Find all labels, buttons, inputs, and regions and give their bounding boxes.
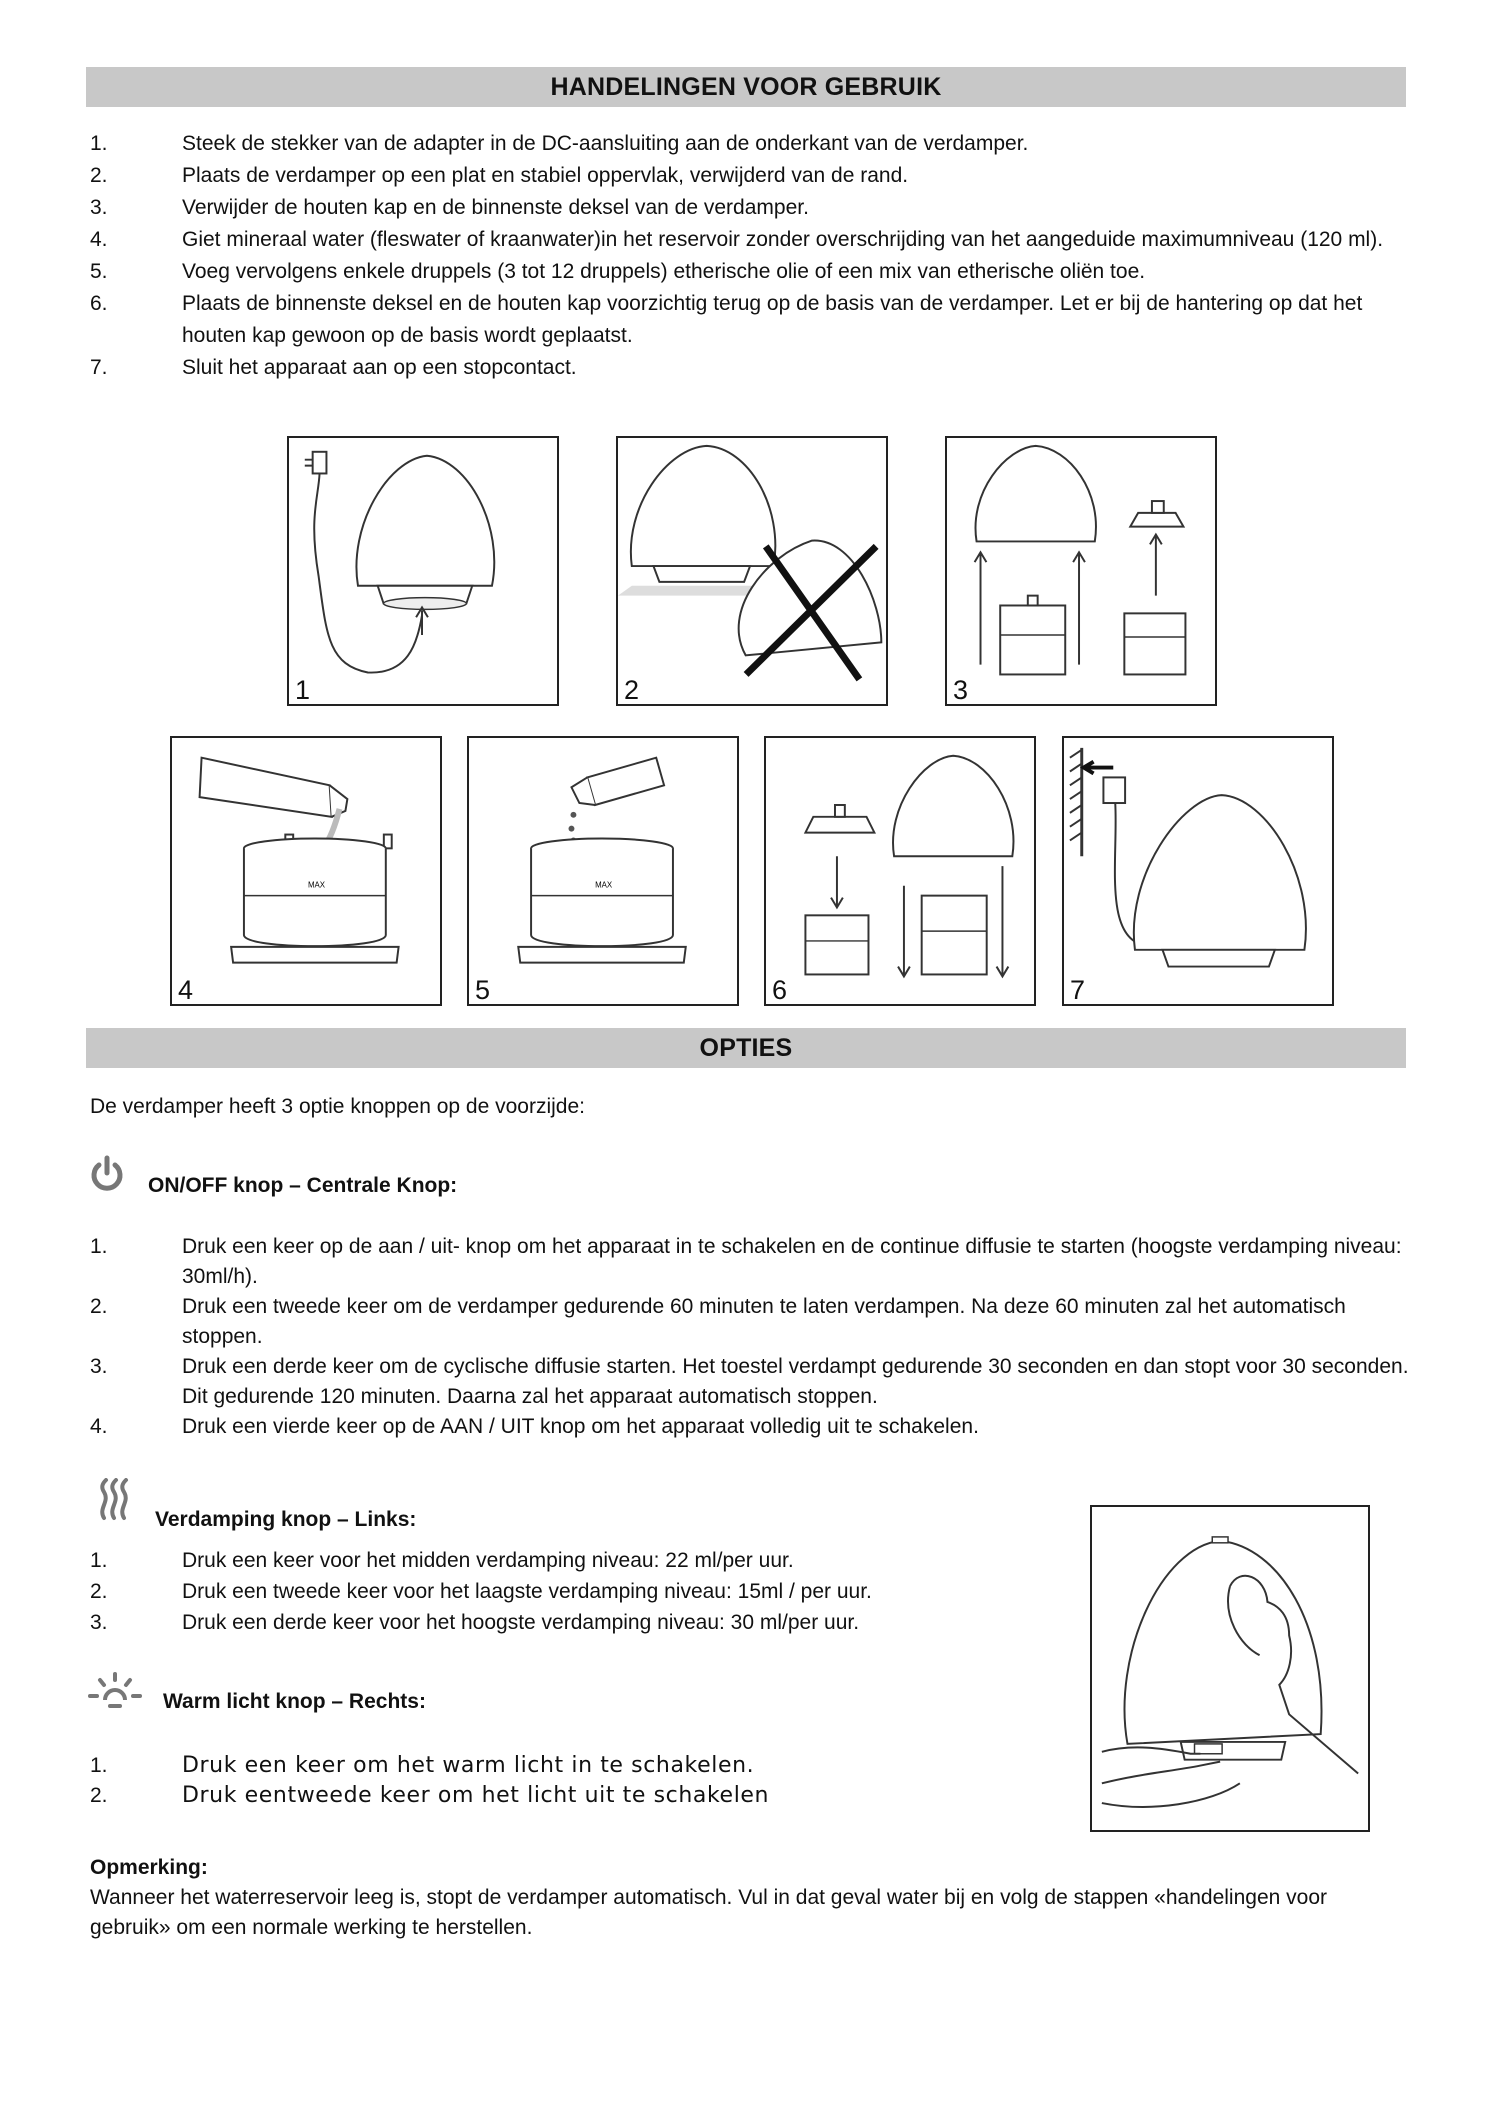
pouring-water-illustration bbox=[172, 738, 440, 1004]
figure-5-add-oil bbox=[467, 736, 739, 1006]
verdamping-steps-list bbox=[90, 1545, 1090, 1638]
list-item: 6. Plaats de binnenste deksel en de houten kap voorzichtig terug op de basis van de verdamper. Let er bij de hantering op dat het houten kap gewoon op de basis wordt geplaatst. bbox=[90, 292, 1363, 347]
usage-steps-list bbox=[90, 128, 1410, 384]
options-intro: De verdamper heeft 3 optie knoppen op de voorzijde: bbox=[90, 1095, 585, 1118]
section-title-opties: OPTIES bbox=[86, 1028, 1406, 1068]
figure-2-flat-surface bbox=[616, 436, 888, 706]
list-item: 1. Druk een keer op de aan / uit- knop om het apparaat in te schakelen en de continue diffusie te starten (hoogste verdamping niveau: 30ml/h). bbox=[90, 1235, 1402, 1288]
list-item: 3. Verwijder de houten kap en de binnenste deksel van de verdamper. bbox=[90, 196, 809, 219]
reassembly-illustration bbox=[766, 738, 1034, 1004]
list-item: 7. Sluit het apparaat aan op een stopcontact. bbox=[90, 356, 577, 379]
figure-number: 2 bbox=[624, 675, 640, 705]
note-heading: Opmerking: bbox=[90, 1856, 208, 1879]
plugged-in-diffuser-illustration bbox=[1064, 738, 1332, 1004]
list-item: 4. Giet mineraal water (fleswater of kraanwater)in het reservoir zonder overschrijding van het aangeduide maximumniveau (120 ml). bbox=[90, 228, 1384, 251]
list-item: 1. Druk een keer om het warm licht in te schakelen. bbox=[90, 1753, 755, 1778]
list-item: 5. Voeg vervolgens enkele druppels (3 tot 12 druppels) etherische olie of een mix van etherische oliën toe. bbox=[90, 260, 1146, 283]
figure-7-plug-in bbox=[1062, 736, 1334, 1006]
power-icon bbox=[88, 1155, 126, 1193]
figure-hand-pressing-button bbox=[1090, 1505, 1370, 1832]
list-item: 2. Druk een tweede keer voor het laagste verdamping niveau: 15ml / per uur. bbox=[90, 1580, 872, 1603]
figure-number: 5 bbox=[475, 975, 491, 1005]
onoff-steps-list bbox=[90, 1232, 1410, 1442]
onoff-heading: ON/OFF knop – Centrale Knop: bbox=[148, 1174, 458, 1197]
list-item: 3. Druk een derde keer om de cyclische diffusie starten. Het toestel verdampt gedurende 30 seconden en dan stopt voor 30 seconden. Dit gedurende 120 minuten. Daarna zal het apparaat automatisch stoppen. bbox=[90, 1355, 1409, 1408]
list-item: 3. Druk een derde keer voor het hoogste verdamping niveau: 30 ml/per uur. bbox=[90, 1611, 860, 1634]
list-item: 1. Druk een keer voor het midden verdamping niveau: 22 ml/per uur. bbox=[90, 1549, 794, 1572]
disassembled-diffuser-illustration bbox=[947, 438, 1215, 704]
figure-1-connect-adapter bbox=[287, 436, 559, 706]
figure-number: 7 bbox=[1070, 975, 1086, 1005]
warmlicht-steps-list bbox=[90, 1751, 1090, 1811]
figure-4-pour-water bbox=[170, 736, 442, 1006]
note-text: Wanneer het waterreservoir leeg is, stopt de verdamper automatisch. Vul in dat geval water bij en volg de stappen «handelingen voor gebruik» om een normale werking te herstellen. bbox=[90, 1886, 1327, 1939]
verdamping-heading: Verdamping knop – Links: bbox=[155, 1508, 417, 1531]
hand-pressing-button-illustration bbox=[1092, 1507, 1368, 1830]
figure-6-reassemble bbox=[764, 736, 1036, 1006]
list-item: 4. Druk een vierde keer op de AAN / UIT knop om het apparaat volledig uit te schakelen. bbox=[90, 1415, 979, 1438]
figure-number: 3 bbox=[953, 675, 969, 705]
list-item: 2. Druk een tweede keer om de verdamper gedurende 60 minuten te laten verdampen. Na deze 60 minuten zal het automatisch stoppen. bbox=[90, 1295, 1346, 1348]
adding-oil-illustration bbox=[469, 738, 737, 1004]
figure-number: 4 bbox=[178, 975, 194, 1005]
figure-number: 6 bbox=[772, 975, 788, 1005]
list-item: 2. Druk eentweede keer om het licht uit te schakelen bbox=[90, 1783, 770, 1808]
list-item: 2. Plaats de verdamper op een plat en stabiel oppervlak, verwijderd van de rand. bbox=[90, 164, 909, 187]
diffuser-placement-illustration bbox=[618, 438, 886, 704]
figure-number: 1 bbox=[295, 675, 311, 705]
section-title-handelingen: HANDELINGEN VOOR GEBRUIK bbox=[86, 67, 1406, 107]
list-item: 1. Steek de stekker van de adapter in de DC-aansluiting aan de onderkant van de verdamper. bbox=[90, 132, 1029, 155]
max-level-label: MAX bbox=[307, 880, 326, 890]
mist-icon bbox=[98, 1478, 132, 1522]
warmlicht-heading: Warm licht knop – Rechts: bbox=[163, 1690, 426, 1713]
figure-3-remove-cover bbox=[945, 436, 1217, 706]
diffuser-with-adapter-illustration bbox=[289, 438, 557, 704]
light-bulb-icon bbox=[88, 1672, 142, 1712]
max-level-label: MAX bbox=[595, 880, 613, 890]
